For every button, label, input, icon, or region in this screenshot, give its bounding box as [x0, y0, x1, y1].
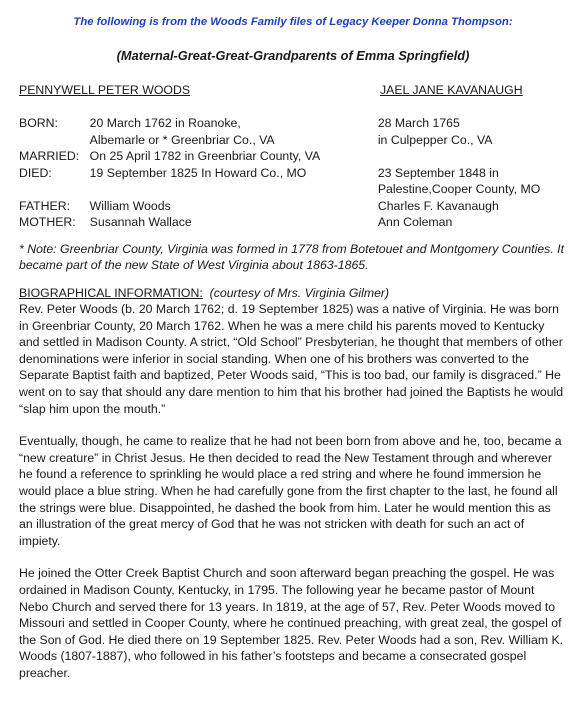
- biography-paragraph-3: He joined the Otter Creek Baptist Church and soon afterward began preaching the gospel. He was ordained in Madison County, Kentucky, in 1795. The following year he became pastor of Mount Nebo Church and served there for 13 years. In 1819, at the age of 57, Rev. Peter Woods moved to Missouri and settled in Cooper County, where he continued preaching, with great zeal, the gospel of the Son of God. He died there on 19 September 1825. Rev. Peter Woods had a son, Rev. William K. Woods (1807-1887), who followed in his father’s footsteps and became a consecrated gospel preacher.: [19, 566, 564, 680]
- wife-died-line-2: Palestine,Cooper County, MO: [377, 182, 541, 196]
- husband-mother: Susannah Wallace: [89, 215, 192, 229]
- vital-records-table: [19, 115, 567, 231]
- born-label: BORN:: [19, 116, 58, 130]
- father-label: FATHER:: [19, 198, 71, 213]
- died-label: DIED:: [19, 165, 52, 180]
- names-row: [19, 81, 567, 99]
- biography-heading-label: BIOGRAPHICAL INFORMATION:: [19, 285, 203, 300]
- died-row: [19, 165, 567, 182]
- wife-name: JAEL JANE KAVANAUGH: [380, 83, 523, 97]
- married-row: [19, 148, 567, 165]
- biography-heading: [19, 285, 567, 302]
- document-subtitle: (Maternal-Great-Great-Grandparents of Emma Springfield): [116, 48, 470, 63]
- wife-died-line-1: 23 September 1848 in: [377, 165, 499, 180]
- biography-paragraph-2: Eventually, though, he came to realize that he had not been born from above and he, too, became a “new creature” in Christ Jesus. He then decided to read the New Testament through and wherever he found a reference to sprinkling he would place a red string and where he found immersion he would place a blue string. When he had carefully gone from the first chapter to the last, he found all the strings were blue. Disappointed, he dashed the book from him. Later he would mention this as an illustration of the great mercy of God that he was not stricken with death for such an act of impiety.: [19, 434, 562, 548]
- husband-father: William Woods: [89, 198, 171, 213]
- intro-line: The following is from the Woods Family files of Legacy Keeper Donna Thompson:: [73, 16, 513, 28]
- husband-born-line-2: Albemarle or * Greenbriar Co., VA: [89, 132, 275, 147]
- wife-born-line-2: in Culpepper Co., VA: [377, 132, 493, 147]
- county-note: * Note: Greenbriar County, Virginia was formed in 1778 from Botetouet and Montgomery Counties. It became part of the new State of West Virginia about 1863-1865.: [19, 241, 564, 272]
- died-row-cont: [19, 181, 567, 198]
- born-row-cont: [19, 132, 567, 149]
- father-row: [19, 198, 567, 215]
- wife-born-line-1: 28 March 1765: [377, 116, 460, 130]
- marriage-value: On 25 April 1782 in Greenbriar County, VA: [89, 149, 321, 163]
- wife-father: Charles F. Kavanaugh: [377, 198, 499, 213]
- wife-mother: Ann Coleman: [377, 215, 453, 229]
- husband-died: 19 September 1825 In Howard Co., MO: [89, 165, 307, 180]
- married-label: MARRIED:: [19, 149, 80, 163]
- mother-label: MOTHER:: [19, 215, 76, 229]
- husband-born-line-1: 20 March 1762 in Roanoke,: [89, 116, 241, 130]
- biography-courtesy: (courtesy of Mrs. Virginia Gilmer): [209, 285, 390, 300]
- husband-name: PENNYWELL PETER WOODS: [19, 83, 191, 97]
- biography-paragraph-1: Rev. Peter Woods (b. 20 March 1762; d. 19 September 1825) was a native of Virginia. He was born in Greenbriar County, 20 March 1762. When he was a mere child his parents moved to Kentucky and settled in Madison County. A strict, “Old School” Presbyterian, he thought that members of other denominations were inferior in social standing. When one of his brothers was converted to the Separate Baptist faith and baptized, Peter Woods said, “This is too bad, our family is disgraced.” He went on to say that should any dare mention to him that his brother had joined the Baptists he would “slap him upon the mouth.”: [19, 302, 564, 416]
- document-page: [19, 14, 567, 681]
- mother-row: [19, 214, 567, 231]
- born-row: [19, 115, 567, 132]
